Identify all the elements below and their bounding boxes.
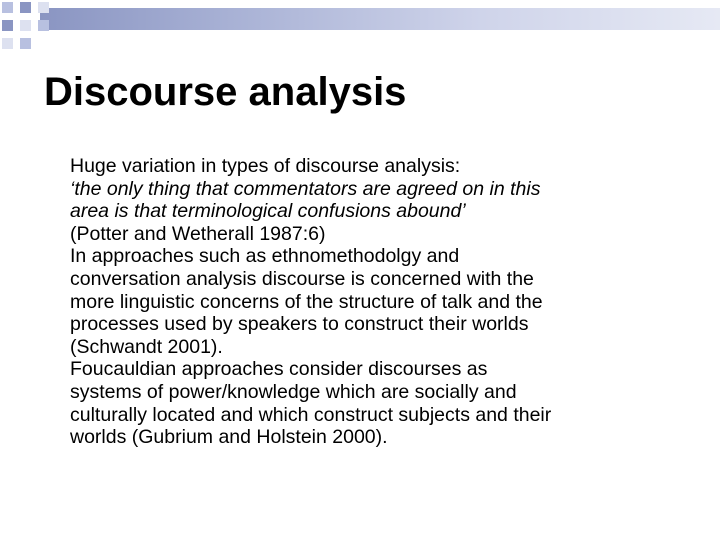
body-line: Foucauldian approaches consider discourses as [70,358,488,381]
body-line: conversation analysis discourse is concerned with the [70,267,534,290]
decor-square [20,2,31,13]
decor-square [20,38,31,49]
body-line: Huge variation in types of discourse analysis: [70,155,461,177]
decor-square [38,2,49,13]
body-line: processes used by speakers to construct their worlds [70,313,529,336]
decor-square [38,20,49,31]
decor-square [20,20,31,31]
body-line: area is that terminological confusions abound’ [70,200,466,223]
body-line: worlds (Gubrium and Holstein 2000). [70,426,388,449]
decor-square [2,20,13,31]
header-decoration [0,0,720,56]
decor-square [2,2,13,13]
body-line: ‘the only thing that commentators are agreed on in this [70,177,541,200]
slide-body [70,155,700,449]
body-line: more linguistic concerns of the structure of talk and the [70,290,543,313]
header-gradient-band [40,8,720,30]
body-line: (Schwandt 2001). [70,335,223,358]
body-line: (Potter and Wetherall 1987:6) [70,222,326,245]
body-line: systems of power/knowledge which are socially and [70,380,517,403]
body-line: In approaches such as ethnomethodolgy and [70,245,460,268]
decor-square [2,38,13,49]
slide-title: Discourse analysis [44,70,407,114]
body-line: culturally located and which construct subjects and their [70,403,552,426]
